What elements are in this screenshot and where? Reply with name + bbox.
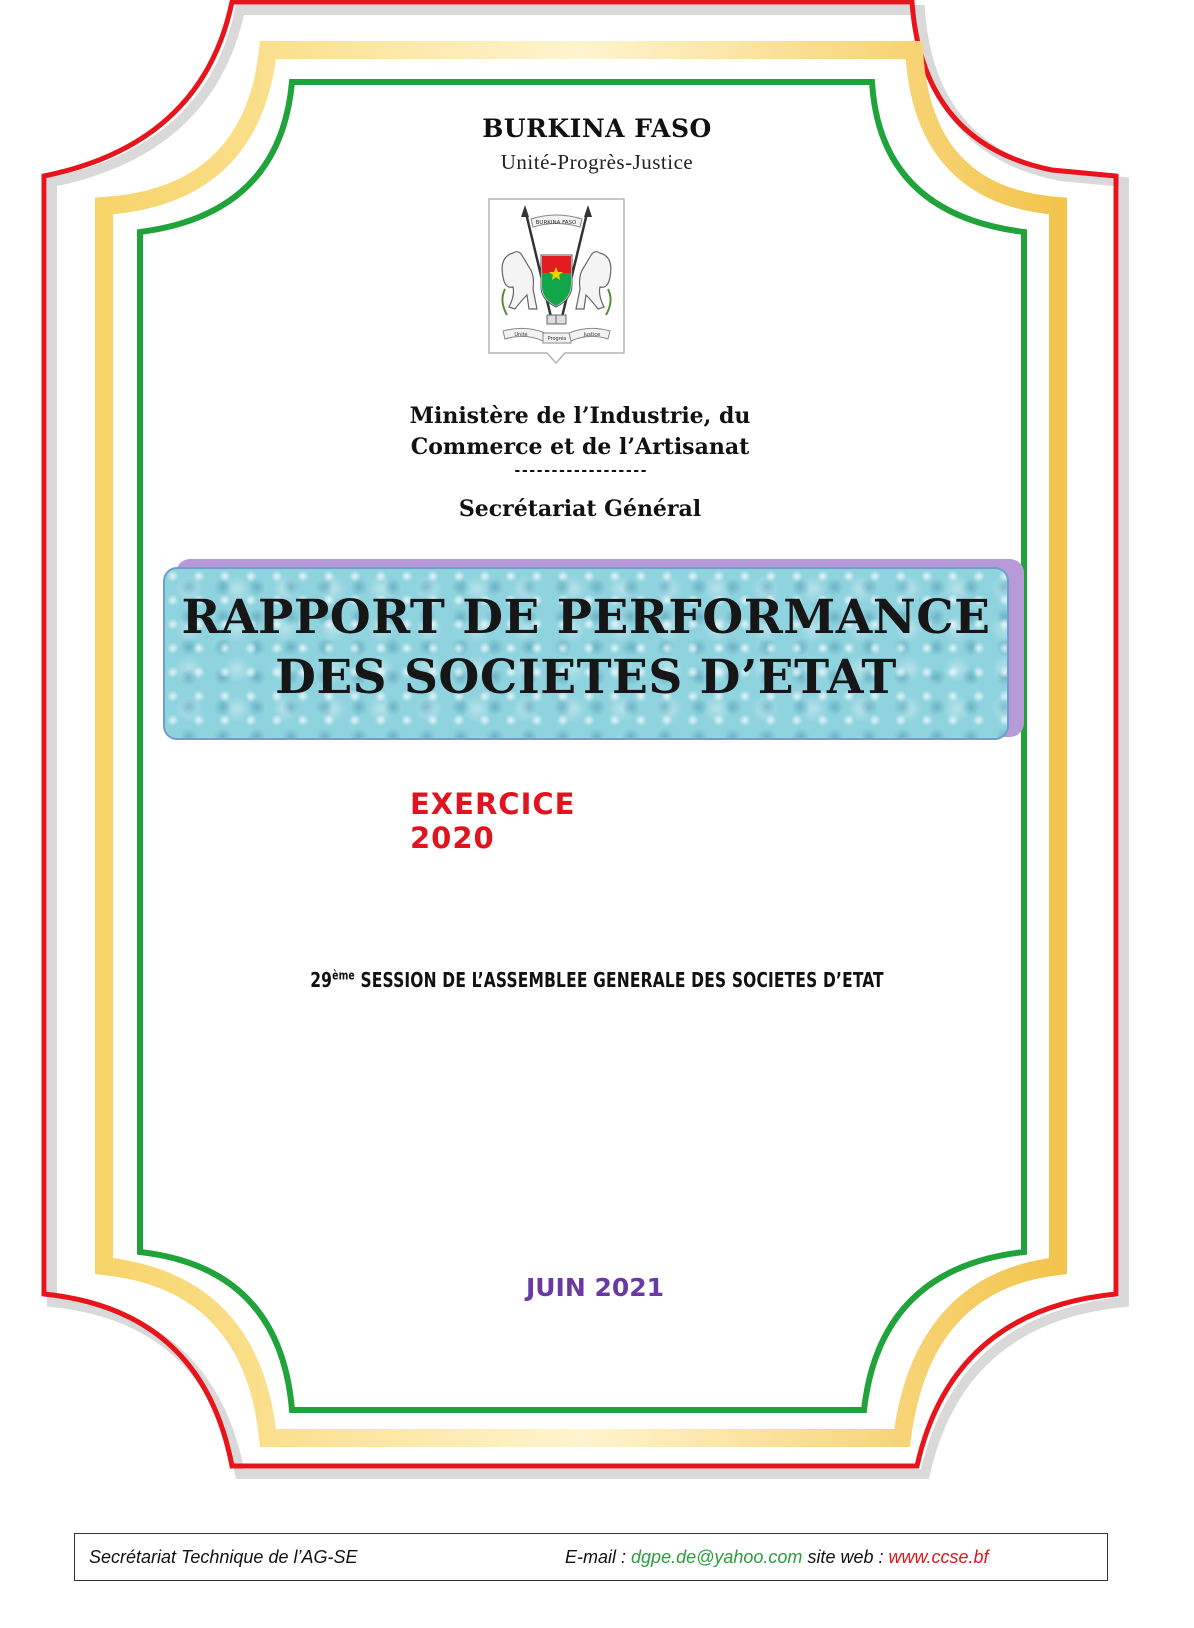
footer-email-link[interactable]: dgpe.de@yahoo.com	[631, 1547, 803, 1567]
ministry-name	[280, 401, 880, 463]
session-number: 29	[310, 968, 333, 992]
report-title-line-2: DES SOCIETES D’ETAT	[275, 650, 897, 705]
exercise-year: EXERCICE 2020	[410, 787, 576, 855]
footer-site-label: site web :	[807, 1547, 884, 1567]
secretariat-general: Secrétariat Général	[458, 496, 702, 522]
emblem-scroll-center: Progrès	[547, 336, 567, 342]
emblem-scroll-left: Unité	[514, 332, 528, 338]
footer-email-label: E-mail :	[565, 1547, 627, 1567]
emblem-scroll-right: Justice	[583, 332, 601, 338]
coat-of-arms-icon	[485, 197, 628, 369]
session-title	[84, 968, 1111, 992]
footer-organization: Secrétariat Technique de l’AG-SE	[89, 1547, 358, 1567]
page-footer	[74, 1533, 1108, 1581]
report-title-line-1: RAPPORT DE PERFORMANCE	[181, 590, 991, 645]
country-name: BURKINA FASO	[482, 114, 712, 143]
session-text: SESSION DE L’ASSEMBLEE GENERALE DES SOCIETES D’ETAT	[360, 968, 884, 992]
ministry-line-1: Ministère de l’Industrie, du	[409, 403, 751, 429]
ministry-line-2: Commerce et de l’Artisanat	[410, 434, 750, 460]
footer-contacts	[565, 1547, 989, 1568]
footer-site-link[interactable]: www.ccse.bf	[888, 1547, 989, 1567]
national-motto: Unité-Progrès-Justice	[500, 150, 694, 174]
separator-dashes: ------------------	[513, 463, 647, 479]
publication-date: JUIN 2021	[525, 1273, 665, 1302]
session-suffix: ème	[332, 968, 355, 983]
report-title	[163, 588, 1009, 708]
emblem-ribbon-text: BURKINA FASO	[535, 220, 577, 226]
